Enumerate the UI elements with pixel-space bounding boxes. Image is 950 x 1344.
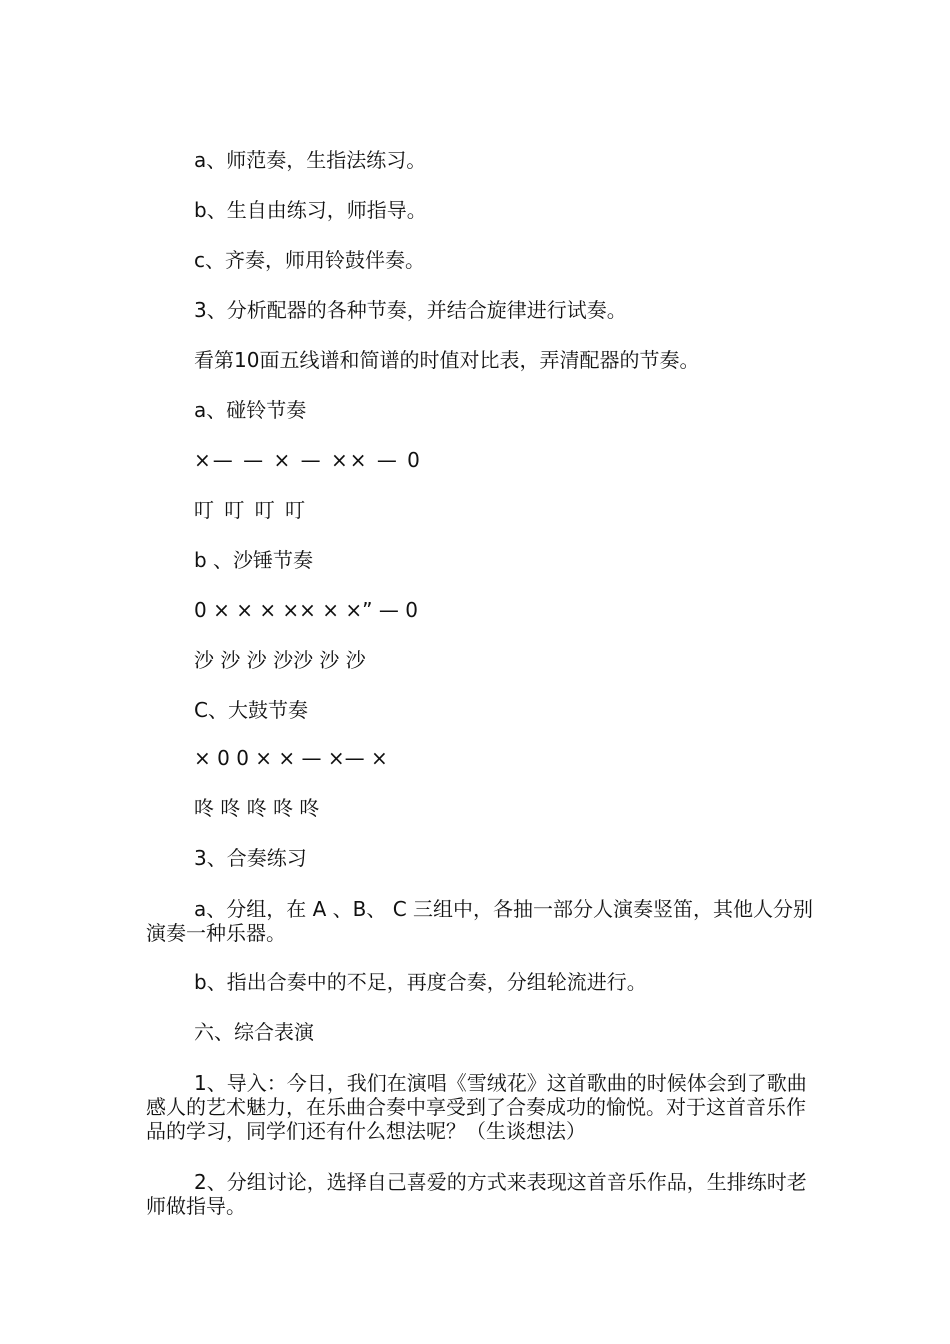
paragraph-step-a-teacher-demo: a、师范奏，生指法练习。 — [194, 148, 427, 172]
paragraph-section-3-rhythm-analysis: 3、分析配器的各种节奏，并结合旋律进行试奏。 — [194, 298, 627, 322]
paragraph-step-a-grouping: a、分组，在 A 、B、 C 三组中，各抽一部分人演奏竖笛，其他人分别演奏一种乐器。 — [146, 897, 814, 945]
paragraph-maraca-rhythm-heading: b 、沙锤节奏 — [194, 548, 314, 572]
paragraph-notation-comparison: 看第10面五线谱和简谱的时值对比表，弄清配器的节奏。 — [194, 348, 700, 372]
paragraph-bell-rhythm-syllables: 叮 叮 叮 叮 — [194, 498, 308, 522]
paragraph-bell-rhythm-notation: ×— — × — ×× — 0 — [194, 448, 422, 472]
paragraph-drum-rhythm-notation: × 0 0 × × — ×— × — [194, 746, 388, 770]
paragraph-step-1-introduction: 1、导入：今日，我们在演唱《雪绒花》这首歌曲的时候体会到了歌曲感人的艺术魅力，在乐曲合奏中享受到了合奏成功的愉悦。对于这首音乐作品的学习，同学们还有什么想法呢？（生谈想法） — [146, 1071, 807, 1143]
paragraph-maraca-rhythm-syllables: 沙 沙 沙 沙沙 沙 沙 — [194, 648, 366, 672]
paragraph-maraca-rhythm-notation: 0 × × × ×× × ×” — 0 — [194, 598, 418, 622]
paragraph-drum-rhythm-heading: C、大鼓节奏 — [194, 698, 308, 722]
paragraph-step-c-ensemble: c、齐奏，师用铃鼓伴奏。 — [194, 248, 425, 272]
paragraph-bell-rhythm-heading: a、碰铃节奏 — [194, 398, 307, 422]
paragraph-step-b-feedback: b、指出合奏中的不足，再度合奏，分组轮流进行。 — [194, 970, 647, 994]
paragraph-drum-rhythm-syllables: 咚 咚 咚 咚 咚 — [194, 796, 320, 820]
paragraph-step-b-free-practice: b、生自由练习，师指导。 — [194, 198, 427, 222]
paragraph-section-6-performance: 六、综合表演 — [194, 1020, 314, 1044]
paragraph-step-2-group-discussion: 2、分组讨论，选择自己喜爱的方式来表现这首音乐作品，生排练时老师做指导。 — [146, 1170, 807, 1218]
paragraph-section-3-ensemble-practice: 3、合奏练习 — [194, 846, 307, 870]
